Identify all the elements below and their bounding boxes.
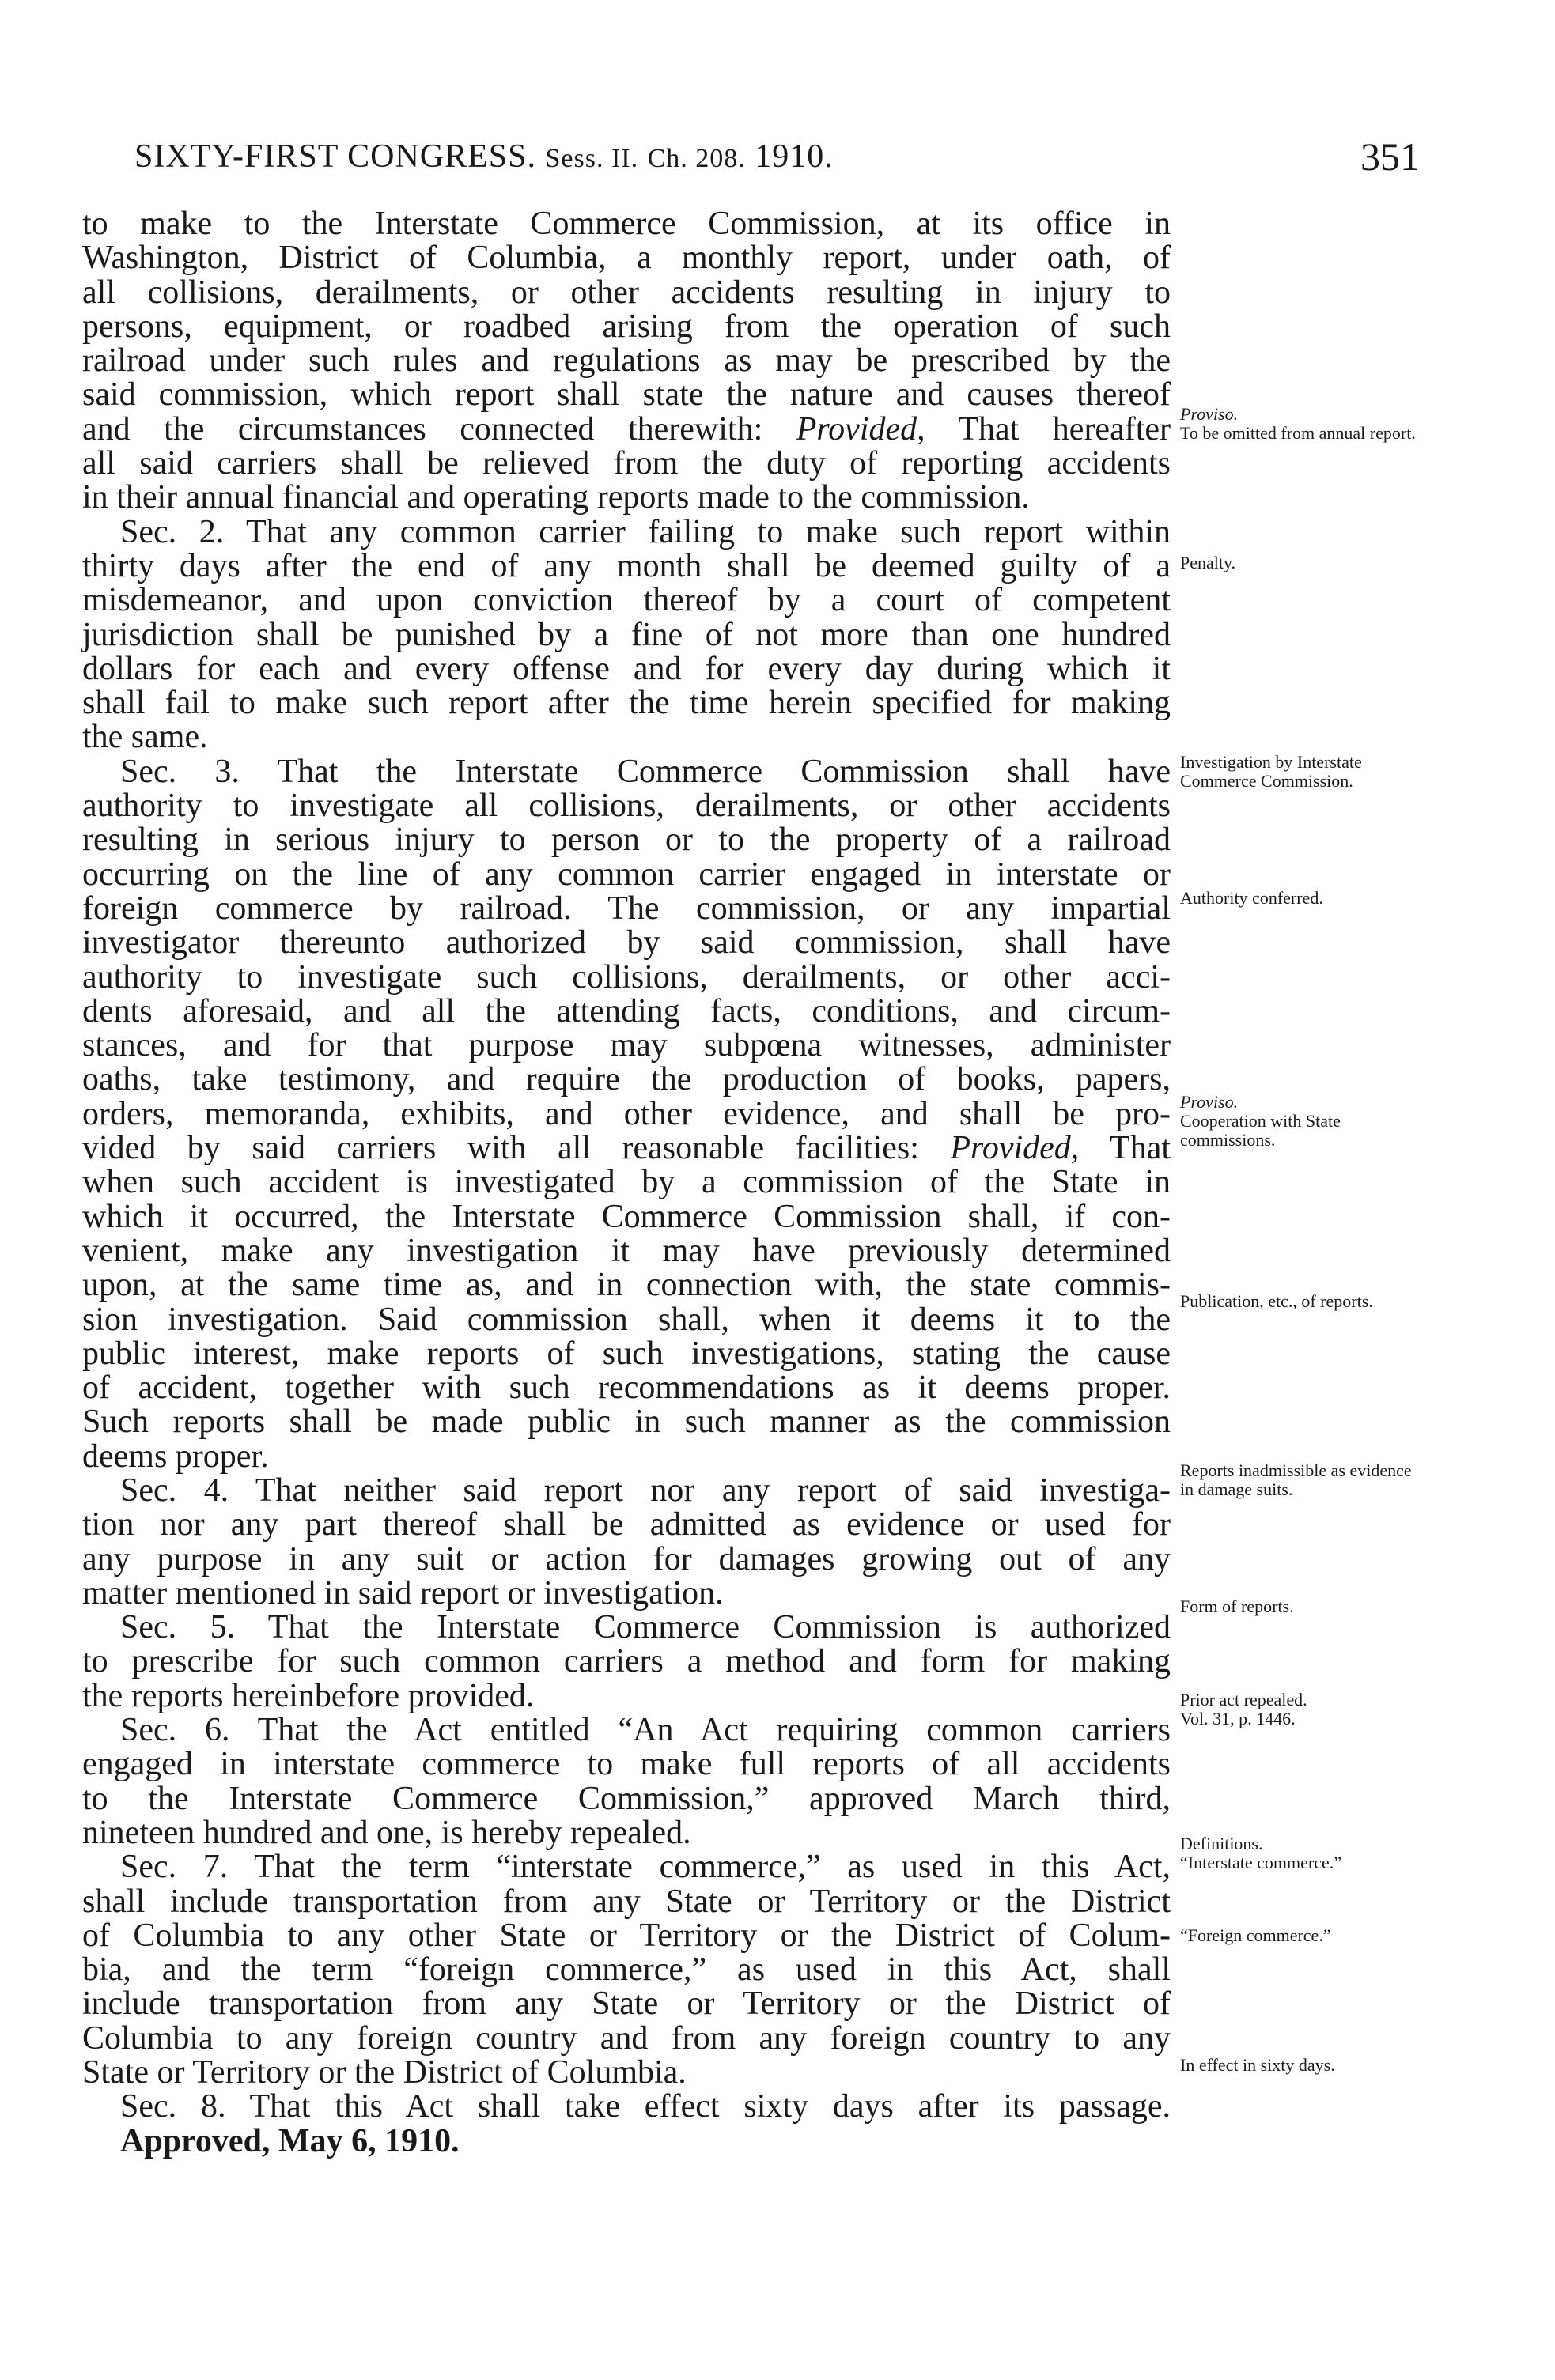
margin-note-inadmissible: Reports inadmissible as evidence in damage suits. <box>1180 1460 1412 1499</box>
text-line: to make to the Interstate Commerce Commission, at its office in <box>82 206 1171 242</box>
text-line: in their annual financial and operating reports made to the commission. <box>82 479 1030 516</box>
margin-note-proviso-2: Proviso. Cooperation with State commissions. <box>1180 1092 1341 1150</box>
statute-text <box>82 207 1171 2159</box>
text-line: of accident, together with such recommendations as it deems proper. <box>82 1369 1171 1407</box>
text-line: tion nor any part thereof shall be admitted as evidence or used for <box>82 1506 1171 1543</box>
text-line: orders, memoranda, exhibits, and other evidence, and shall be pro- <box>82 1095 1171 1132</box>
text-line: jurisdiction shall be punished by a fine of not more than one hundred <box>82 616 1171 653</box>
text-line: the reports hereinbefore provided. <box>82 1677 535 1714</box>
text-line: which it occurred, the Interstate Commerce Commission shall, if con- <box>82 1198 1171 1235</box>
text-line: engaged in interstate commerce to make full reports of all accidents <box>82 1746 1171 1783</box>
margin-note-effect: In effect in sixty days. <box>1180 2055 1335 2075</box>
margin-note-publication: Publication, etc., of reports. <box>1180 1291 1373 1311</box>
approval-line: Approved, May 6, 1910. <box>120 2122 460 2159</box>
margin-note-definitions: Definitions. “Interstate commerce.” <box>1180 1834 1341 1872</box>
page-number: 351 <box>1360 134 1420 179</box>
text-line: the same. <box>82 719 208 756</box>
text-line: public interest, make reports of such investigations, stating the cause <box>82 1335 1171 1372</box>
sec-3-line: Sec. 3. That the Interstate Commerce Commission shall have <box>120 753 1171 790</box>
text-line: when such accident is investigated by a commission of the State in <box>82 1164 1171 1201</box>
margin-note-prior-act: Prior act repealed. Vol. 31, p. 1446. <box>1180 1690 1307 1728</box>
text-line: of Columbia to any other State or Territory or the District of Colum- <box>82 1917 1171 1954</box>
text-line: Washington, District of Columbia, a monthly report, under oath, of <box>82 240 1171 277</box>
text-line: to prescribe for such common carriers a method and form for making <box>82 1643 1171 1680</box>
text-line: authority to investigate such collisions, derailments, or other acci- <box>82 958 1171 995</box>
text-line: deems proper. <box>82 1437 269 1475</box>
margin-note-foreign: “Foreign commerce.” <box>1180 1925 1331 1945</box>
margin-note-investigation: Investigation by Interstate Commerce Commission. <box>1180 752 1362 791</box>
text-line: occurring on the line of any common carrier engaged in interstate or <box>82 856 1171 893</box>
text-line: investigator thereunto authorized by said commission, shall have <box>82 924 1171 961</box>
sec-8-line: Sec. 8. That this Act shall take effect sixty days after its passage. <box>120 2088 1171 2125</box>
text-line: authority to investigate all collisions, derailments, or other accidents <box>82 788 1171 825</box>
text-line: nineteen hundred and one, is hereby repealed. <box>82 1814 691 1851</box>
text-line-proviso: vided by said carriers with all reasonable facilities: Provided, That <box>82 1130 1171 1167</box>
text-line: dollars for each and every offense and for every day during which it <box>82 650 1171 687</box>
year: 1910. <box>755 138 834 175</box>
text-line: dents aforesaid, and all the attending facts, conditions, and circum- <box>82 992 1171 1029</box>
text-line: persons, equipment, or roadbed arising from the operation of such <box>82 308 1171 345</box>
text-line: upon, at the same time as, and in connection with, the state commis- <box>82 1267 1171 1304</box>
text-line: foreign commerce by railroad. The commission, or any impartial <box>82 890 1171 927</box>
text-line: to the Interstate Commerce Commission,” approved March third, <box>82 1780 1171 1817</box>
congress-title: SIXTY-FIRST CONGRESS. <box>134 138 536 175</box>
text-line-proviso: and the circumstances connected therewith: Provided, That hereafter <box>82 410 1171 448</box>
margin-note-authority: Authority conferred. <box>1180 888 1323 908</box>
text-line: said commission, which report shall state the nature and causes thereof <box>82 376 1171 414</box>
text-line: bia, and the term “foreign commerce,” as used in this Act, shall <box>82 1951 1171 1989</box>
text-line: all collisions, derailments, or other accidents resulting in injury to <box>82 274 1171 311</box>
sec-5-line: Sec. 5. That the Interstate Commerce Commission is authorized <box>120 1609 1171 1646</box>
margin-note-penalty: Penalty. <box>1180 553 1236 572</box>
sec-4-line: Sec. 4. That neither said report nor any report of said investiga- <box>120 1471 1171 1509</box>
text-line: shall include transportation from any State or Territory or the District <box>82 1883 1171 1920</box>
text-line: all said carriers shall be relieved from the duty of reporting accidents <box>82 445 1171 482</box>
text-line: sion investigation. Said commission shall, when it deems it to the <box>82 1301 1171 1338</box>
session: Sess. II. <box>545 144 639 173</box>
sec-2-line: Sec. 2. That any common carrier failing to make such report within <box>120 513 1171 550</box>
text-line: State or Territory or the District of Columbia. <box>82 2054 687 2091</box>
text-line: resulting in serious injury to person or to the property of a railroad <box>82 822 1171 859</box>
text-line: Such reports shall be made public in such manner as the commission <box>82 1403 1171 1441</box>
text-line: shall fail to make such report after the time herein specified for making <box>82 685 1171 722</box>
sec-7-line: Sec. 7. That the term “interstate commerce,” as used in this Act, <box>120 1849 1171 1886</box>
sec-6-line: Sec. 6. That the Act entitled “An Act requiring common carriers <box>120 1712 1171 1749</box>
text-line: matter mentioned in said report or investigation. <box>82 1574 724 1611</box>
text-line: railroad under such rules and regulations as may be prescribed by the <box>82 342 1171 380</box>
chapter: Ch. 208. <box>647 144 746 173</box>
margin-note-form: Form of reports. <box>1180 1596 1294 1616</box>
page-header <box>134 133 1420 180</box>
text-line: venient, make any investigation it may have previously determined <box>82 1232 1171 1269</box>
text-line: thirty days after the end of any month shall be deemed guilty of a <box>82 547 1171 584</box>
text-line: Columbia to any foreign country and from any foreign country to any <box>82 2019 1171 2057</box>
text-line: oaths, take testimony, and require the production of books, papers, <box>82 1061 1171 1098</box>
text-line: stances, and for that purpose may subpœna witnesses, administer <box>82 1027 1171 1064</box>
text-line: any purpose in any suit or action for damages growing out of any <box>82 1540 1171 1577</box>
text-line: misdemeanor, and upon conviction thereof by a court of competent <box>82 582 1171 619</box>
running-head <box>134 133 834 183</box>
text-line: include transportation from any State or Territory or the District of <box>82 1985 1171 2023</box>
margin-note-proviso: Proviso. To be omitted from annual report. <box>1180 404 1416 443</box>
